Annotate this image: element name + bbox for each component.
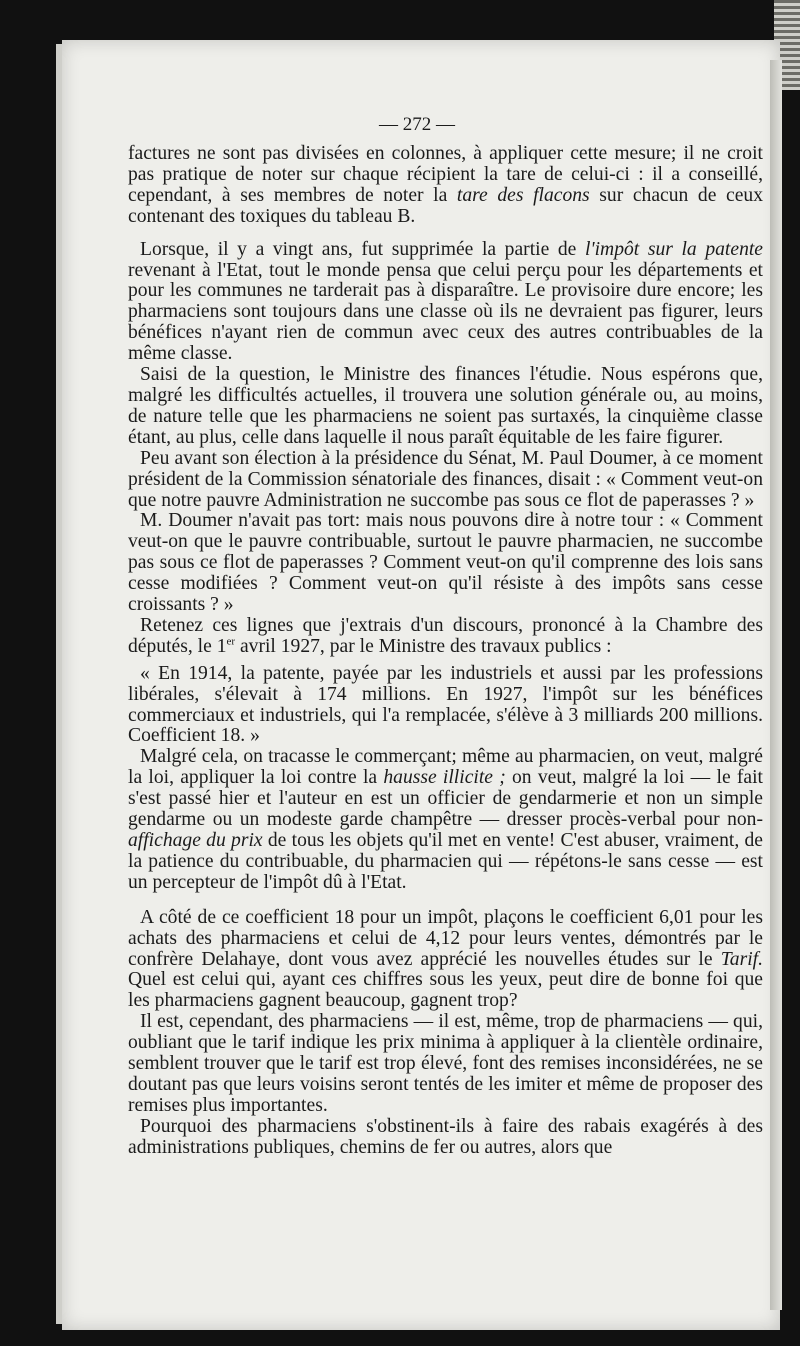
text-run: A côté de ce coefficient 18 pour un impôt, plaçons le coefficient 6,01 pour les achats des pharmaciens et celui de 4,12 pour leurs ventes, démontrés par le confrère Delahaye, dont vous avez apprécié les nouvelles études sur le (128, 906, 763, 970)
text-run: Quel est celui qui, ayant ces chiffres sous les yeux, peut dire de bonne foi que les pharmaciens gagnent beaucoup, gagnent trop? (128, 969, 763, 1012)
text-run: revenant à l'Etat, tout le monde pensa que celui perçu pour les départements et pour les communes ne tarderait pas à disparaître. Le provisoire dure encore; les pharmaciens sont toujours dans une classe où ils ne devraient pas figurer, leurs bénéfices n'ayant rien de commun avec ceux des autres contribuables de la même classe. (128, 259, 763, 365)
paragraph-10: Il est, cependant, des pharmaciens — il est, même, trop de pharmaciens — qui, oubliant que le tarif indique les prix minima à appliquer à la clientèle ordinaire, semblent trouver que le tarif est trop élevé, font des remises inconsidérées, ne se doutant pas que leurs voisins seront tentés de les imiter et même de proposer des remises plus importantes. (128, 1011, 763, 1116)
paragraph-6 (128, 616, 763, 658)
page-number: — 272 — (379, 114, 455, 135)
paragraph-3: Saisi de la question, le Ministre des finances l'étudie. Nous espérons que, malgré les difficultés actuelles, il trouvera une solution générale ou, au moins, de nature telle que les pharmaciens ne soient pas surtaxés, la cinquième classe étant, au plus, celle dans laquelle il nous paraît équitable de les faire figurer. (128, 364, 763, 448)
italic-run: tare des flacons (456, 184, 590, 206)
paragraph-7: « En 1914, la patente, payée par les industriels et aussi par les professions libérales, s'élevait à 174 millions. En 1927, l'impôt sur les bénéfices commerciaux et industriels, qui l'a remplacée, s'élève à 3 milliards 200 millions. Coefficient 18. » (128, 662, 763, 747)
paragraph-11: Pourquoi des pharmaciens s'obstinent-ils à faire des rabais exagérés à des administrations publiques, chemins de fer ou autres, alors que (128, 1115, 763, 1158)
text-run: Malgré cela, on tracasse le commerçant; même au pharmacien, on veut, malgré la loi, appliquer la loi contre la (128, 746, 763, 789)
paragraph-5: M. Doumer n'avait pas tort: mais nous pouvons dire à notre tour : « Comment veut-on que le pauvre contribuable, surtout le pauvre pharmacien, ne succombe pas sous ce flot de paperasses ? Comment veut-on qu'il comprenne des lois sans cesse modifiées ? Comment veut-on qu'il résiste à des impôts sans cesse croissants ? » (128, 510, 763, 616)
text-run: de tous les objets qu'il met en vente! C'est abuser, vraiment, de la patience du contribuable, du pharmacien qui — répétons-le sans cesse — est un percepteur de l'impôt dû à l'Etat. (128, 830, 763, 893)
text-run: Lorsque, il y a vingt ans, fut supprimée la partie de (140, 238, 585, 260)
italic-run: l'impôt sur la patente (584, 238, 764, 260)
text-run: sur chacun de ceux contenant des toxiques du tableau B. (128, 184, 763, 227)
paragraph-4: Peu avant son élection à la présidence du Sénat, M. Paul Doumer, à ce moment président de la Commission sénatoriale des finances, disait : « Comment veut-on que notre pauvre Administration ne succombe pas sous ce flot de paperasses ? » (128, 447, 763, 511)
text-run: Retenez ces lignes que j'extrais d'un discours, prononcé à la Chambre des députés, le 1 (128, 614, 763, 657)
italic-run: Tarif. (720, 948, 763, 970)
superscript: er (226, 635, 236, 648)
italic-run: hausse illicite ; (383, 767, 506, 789)
text-run: avril 1927, par le Ministre des travaux publics : (235, 635, 612, 657)
paragraph-9 (128, 908, 763, 1013)
text-run: on veut, malgré la loi — le fait s'est passé hier et l'auteur en est un officier de gendarmerie et non un simple gendarme ou un modeste garde champêtre — dresser procès-verbal pour non- (128, 767, 763, 831)
body-text (128, 144, 763, 1159)
right-page-edge (770, 60, 782, 1310)
italic-run: affichage du prix (128, 830, 263, 851)
paragraph-8 (128, 747, 763, 893)
text-run: factures ne sont pas divisées en colonnes, à appliquer cette mesure; il ne croit pas pratique de noter sur chaque récipient la tare de celui-ci : il a conseillé, cependant, à ses membres de noter la (128, 143, 763, 206)
paragraph-1 (128, 144, 763, 228)
paragraph-2 (128, 240, 763, 365)
